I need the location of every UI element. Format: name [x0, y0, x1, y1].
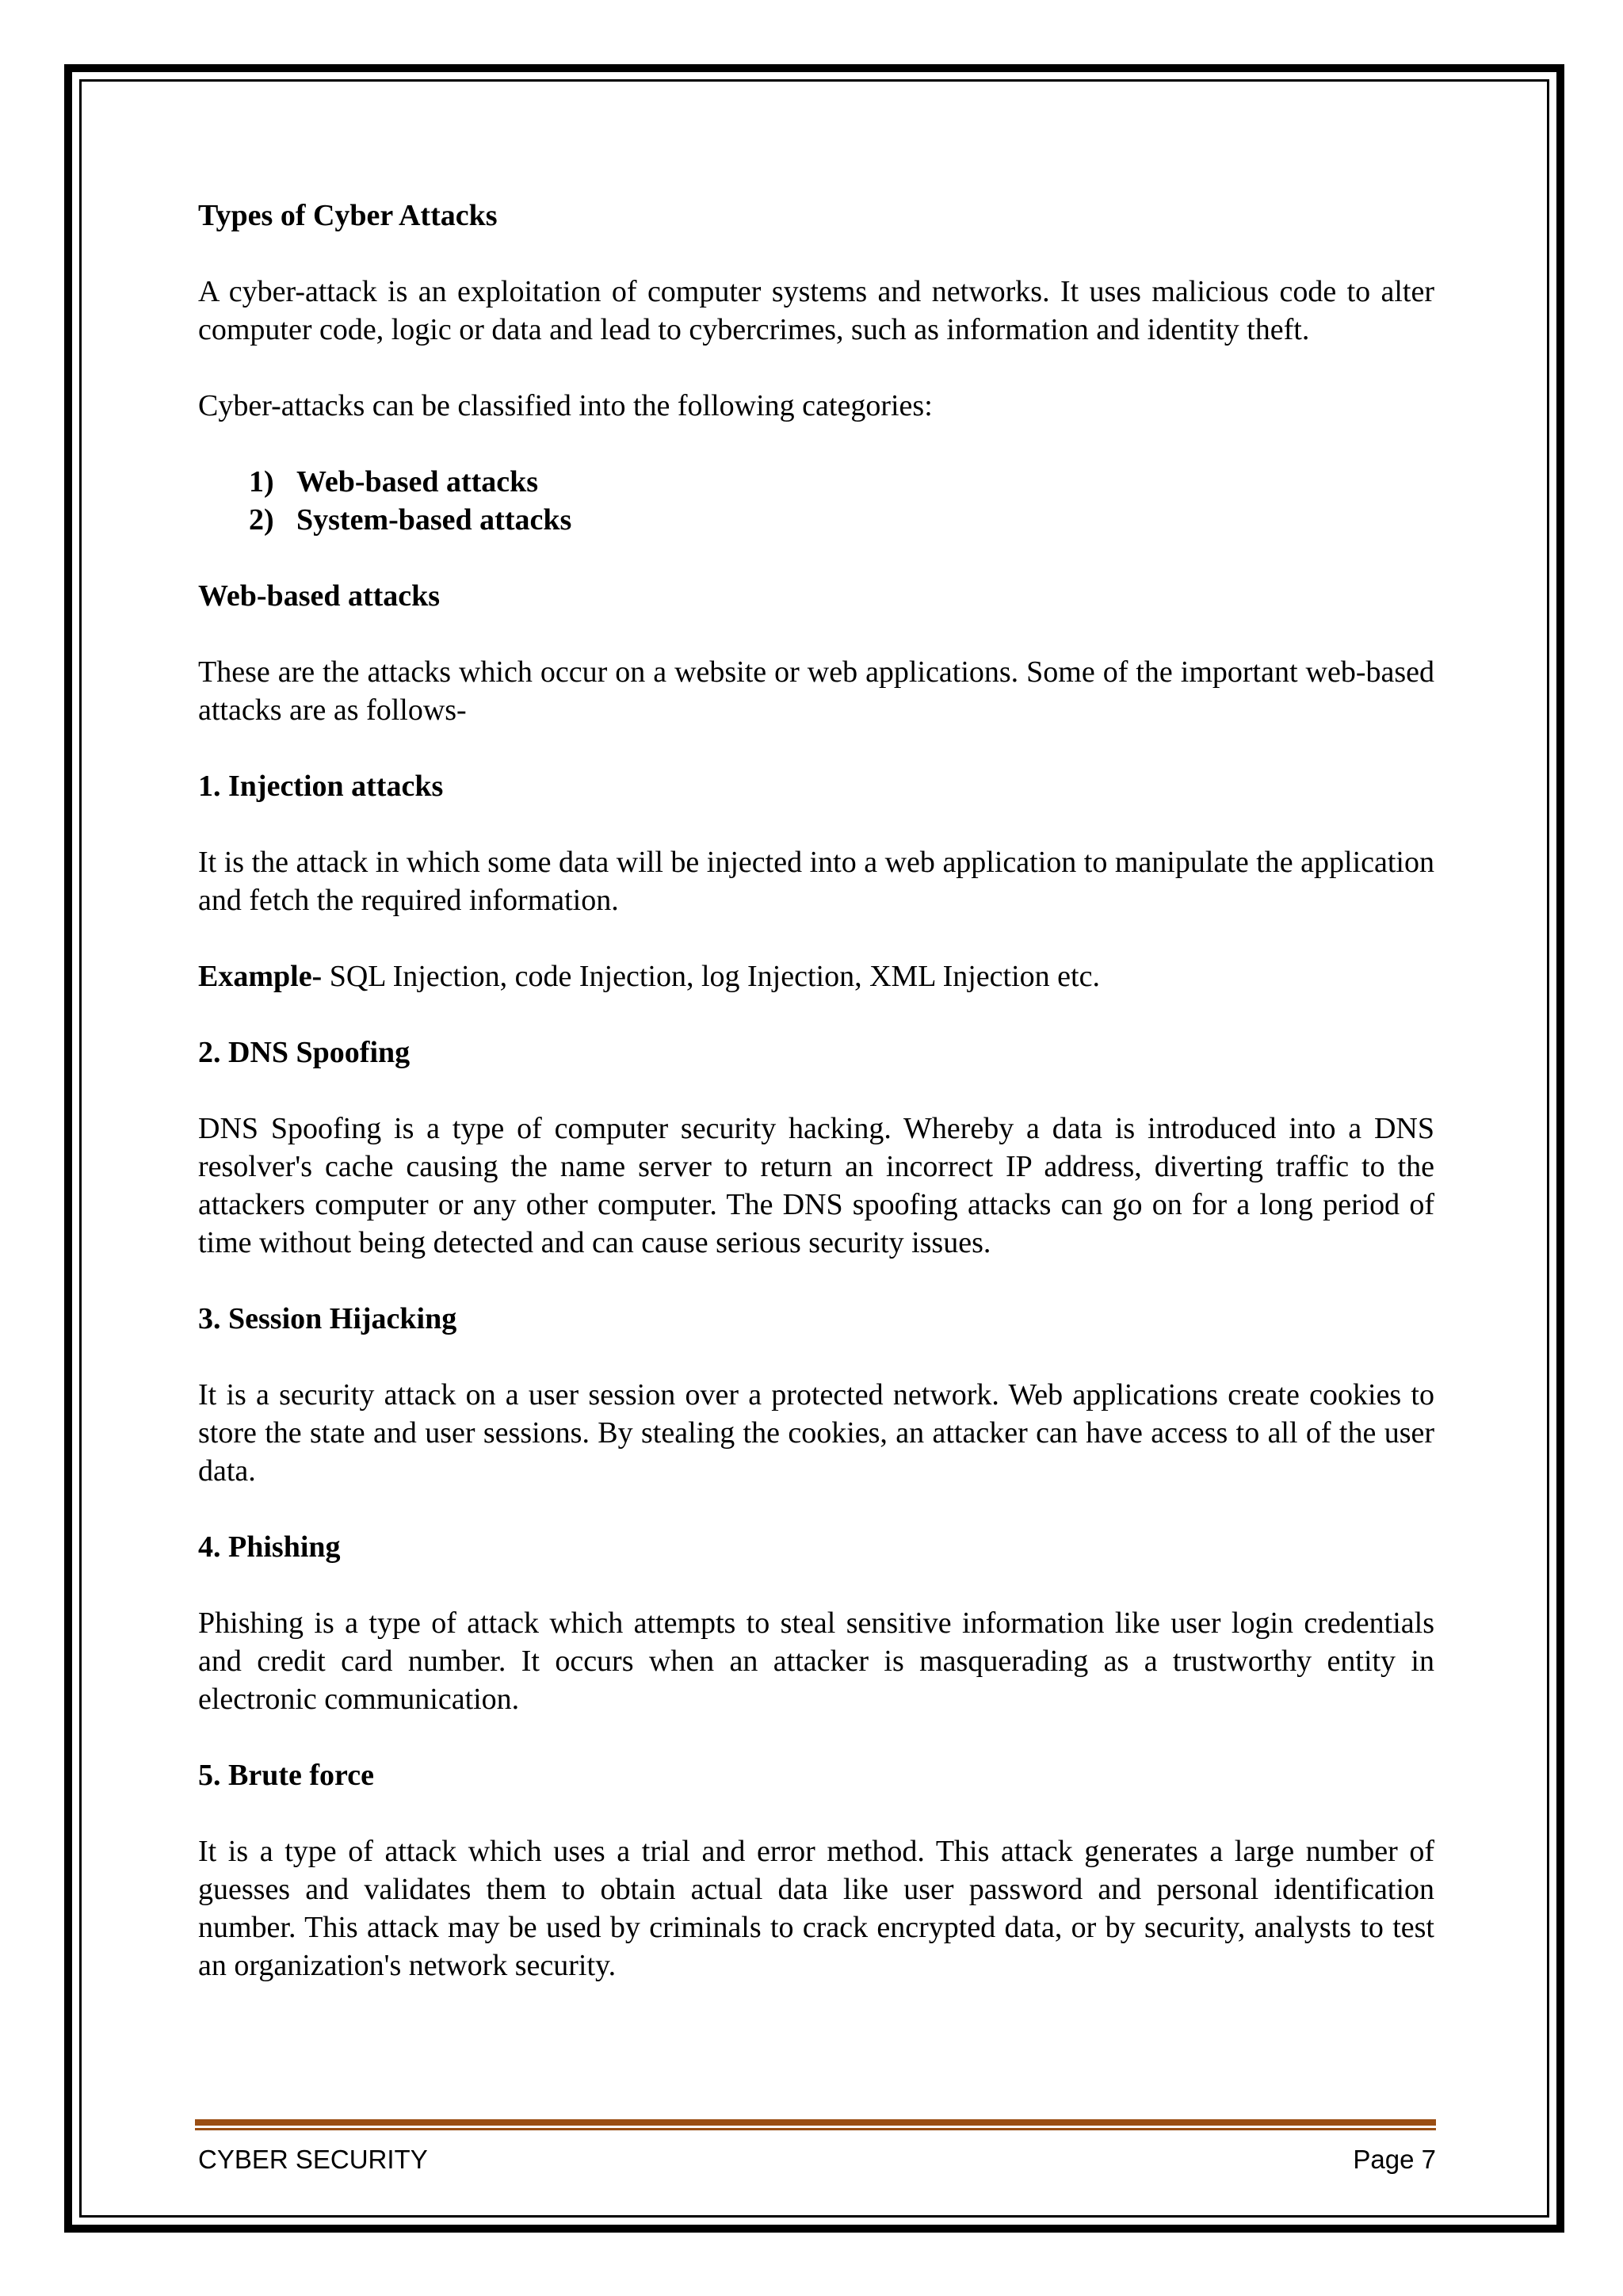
list-number: 2) [249, 503, 274, 537]
section-heading: 3. Session Hijacking [198, 1302, 457, 1335]
section-body: It is a type of attack which uses a trial and error method. This attack generates a large number of guesses and validates them to obtain actual data like user password and personal identification number. This attack may be used by criminals to crack encrypted data, or by security, analysts to test an organization's network security. [198, 1835, 1434, 1982]
footer-rule-thin [195, 2128, 1436, 2130]
list-item [249, 501, 1434, 539]
section-heading: 4. Phishing [198, 1530, 341, 1564]
section-body: DNS Spoofing is a type of computer security hacking. Whereby a data is introduced into a DNS resolver's cache causing the name server to return an incorrect IP address, diverting traffic to the attackers computer or any other computer. The DNS spoofing attacks can go on for a long period of time without being detected and can cause serious security issues. [198, 1112, 1434, 1259]
list-number: 1) [249, 465, 274, 499]
list-item [249, 463, 1434, 501]
footer-title: CYBER SECURITY [198, 2145, 428, 2174]
web-attacks-intro: These are the attacks which occur on a website or web applications. Some of the important web-based attacks are as follows- [198, 655, 1434, 727]
document-body [198, 197, 1434, 2023]
example-label: Example- [198, 960, 323, 993]
page-number: Page 7 [1353, 2145, 1436, 2174]
list-label: System-based attacks [296, 503, 572, 537]
section-heading: 5. Brute force [198, 1759, 374, 1792]
intro-paragraph: A cyber-attack is an exploitation of computer systems and networks. It uses malicious code to alter computer code, logic or data and lead to cybercrimes, such as information and identity theft. [198, 275, 1434, 346]
section-heading: 2. DNS Spoofing [198, 1036, 411, 1069]
example-text: SQL Injection, code Injection, log Injection, XML Injection etc. [322, 960, 1100, 993]
section-body: It is a security attack on a user session over a protected network. Web applications create cookies to store the state and user sessions. By stealing the cookies, an attacker can have access to all of the user data. [198, 1378, 1434, 1488]
section-heading: 1. Injection attacks [198, 770, 444, 803]
list-label: Web-based attacks [296, 465, 539, 499]
section-body: Phishing is a type of attack which attempts to steal sensitive information like user login credentials and credit card number. It occurs when an attacker is masquerading as a trustworthy entity in electronic communication. [198, 1606, 1434, 1716]
categories-intro: Cyber-attacks can be classified into the following categories: [198, 389, 933, 422]
footer-rule [195, 2119, 1436, 2126]
example-line [198, 957, 1434, 995]
section-body: It is the attack in which some data will be injected into a web application to manipulate the application and fetch the required information. [198, 846, 1434, 917]
categories-list [198, 463, 1434, 539]
web-attacks-heading: Web-based attacks [198, 579, 441, 613]
page-title: Types of Cyber Attacks [198, 199, 498, 232]
